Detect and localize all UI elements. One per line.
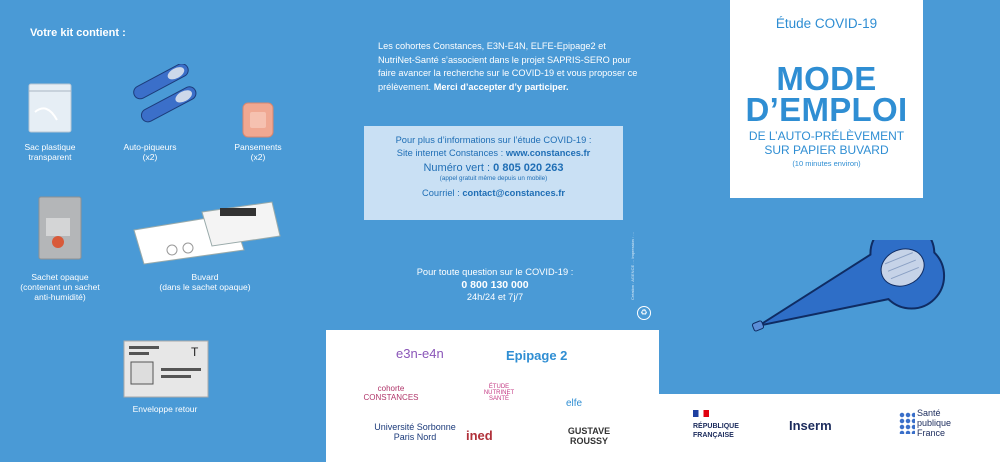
covid-hotline: 0 800 130 000 — [461, 278, 529, 291]
website-link[interactable]: www.constances.fr — [505, 148, 591, 158]
nutrinet-logo: ÉTUDE NUTRINET SANTÉ — [483, 384, 515, 402]
inserm-logo: Inserm — [789, 418, 832, 433]
flag-icon — [693, 410, 709, 417]
info-box: Pour plus d’informations sur l’étude COVID-19 : Site internet Constances : www.constances.fr Numéro vert : 0 805 020 263 (appel gratuit même depuis un mobile) Courriel : contact@constances.fr — [364, 126, 623, 220]
republique-logo: RÉPUBLIQUE FRANÇAISE — [693, 410, 739, 440]
study-title: Étude COVID-19 — [775, 16, 878, 31]
blotting-paper-icon — [132, 200, 282, 271]
plastic-bag-icon — [27, 82, 73, 139]
green-number: 0 805 020 263 — [493, 162, 564, 174]
elfe-logo: elfe — [566, 398, 583, 409]
subtitle: DE L’AUTO-PRÉLÈVEMENT SUR PAPIER BUVARD — [748, 129, 905, 157]
gustave-roussy-logo: GUSTAVE ROUSSY — [567, 426, 611, 446]
duration: (10 minutes environ) — [792, 159, 861, 168]
recycle-icon: ♻ — [637, 306, 651, 320]
intro-paragraph: Les cohortes Constances, E3N-E4N, ELFE-Epipage2 et NutriNet-Santé s’associent dans le projet SAPRIS-SERO pour faire avancer la recherche sur le COVID-19 et vous proposer ce prélèvement. Merci d’accepter d’y participer. — [378, 41, 638, 92]
kit-item-lancets: Auto-piqueurs (x2) — [123, 142, 177, 162]
kit-item-bandages: Pansements (x2) — [234, 142, 282, 162]
sante-publique-logo: Santé publique France — [917, 408, 952, 438]
email-link[interactable]: contact@constances.fr — [462, 188, 565, 198]
kit-title: Votre kit contient : — [30, 27, 126, 39]
covid-question: Pour toute question sur le COVID-19 : 0 800 130 000 24h/24 et 7j/7 — [370, 266, 620, 304]
cover-card — [730, 0, 923, 198]
kit-item-plastic-bag: Sac plastique transparent — [24, 142, 76, 162]
kit-item-return-envelope: Enveloppe retour — [132, 404, 198, 414]
ined-logo: ined — [466, 428, 493, 443]
institution-logos — [659, 394, 1000, 462]
print-credit: Création : AGENCE … Impression : … — [630, 231, 635, 300]
sorbonne-logo: Université Sorbonne Paris Nord — [374, 422, 456, 442]
partner-logos — [326, 330, 659, 462]
svg-text:T: T — [191, 345, 199, 359]
kit-item-opaque-pouch: Sachet opaque (contenant un sachet anti-humidité) — [20, 272, 100, 302]
lancet-icon — [130, 64, 210, 129]
bandage-icon — [242, 102, 274, 143]
sante-dots-icon — [899, 412, 915, 434]
epipage-logo: Epipage 2 — [506, 348, 568, 363]
e3n-logo: e3n-e4n — [396, 346, 444, 361]
opaque-pouch-icon — [38, 196, 82, 265]
main-title: MODE D’EMPLOI — [745, 60, 908, 128]
return-envelope-icon — [123, 340, 209, 403]
constances-logo: cohorte CONSTANCES — [363, 384, 419, 402]
kit-item-blotting-paper: Buvard (dans le sachet opaque) — [159, 272, 251, 292]
lancet-illustration — [742, 240, 952, 345]
